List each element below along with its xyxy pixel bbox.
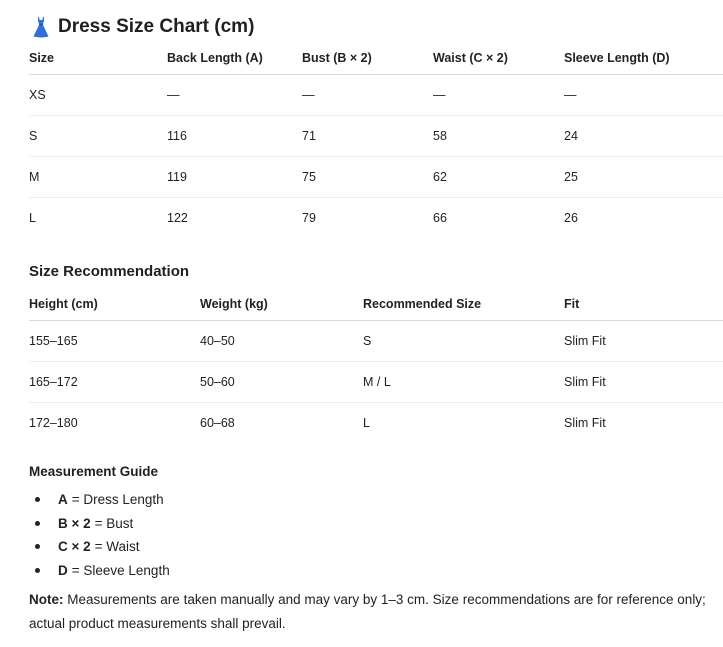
table-cell: 75 bbox=[302, 170, 316, 184]
table-cell: 165–172 bbox=[29, 375, 78, 389]
column-header: Fit bbox=[564, 296, 580, 311]
recommendation-header-row bbox=[29, 287, 723, 321]
table-cell: 50–60 bbox=[200, 375, 235, 389]
table-cell: 26 bbox=[564, 211, 578, 225]
list-item bbox=[29, 488, 170, 512]
note-paragraph bbox=[29, 588, 715, 635]
dress-icon bbox=[32, 16, 50, 38]
note-text: Measurements are taken manually and may vary by 1–3 cm. Size recommendations are for reference only; actual product measurements shall prevail. bbox=[29, 592, 706, 631]
bullet-icon bbox=[35, 568, 40, 573]
table-cell: Slim Fit bbox=[564, 334, 606, 348]
measurement-key: B × 2 bbox=[58, 515, 91, 531]
table-cell: 116 bbox=[167, 129, 187, 143]
note-label: Note: bbox=[29, 592, 64, 607]
measurement-key: C × 2 bbox=[58, 539, 91, 555]
table-cell: 66 bbox=[433, 211, 447, 225]
table-cell: 62 bbox=[433, 170, 447, 184]
measurement-description: = Bust bbox=[94, 515, 134, 531]
bullet-icon bbox=[35, 521, 40, 526]
table-cell: 79 bbox=[302, 211, 316, 225]
table-cell: L bbox=[29, 211, 36, 225]
table-cell: L bbox=[363, 416, 370, 430]
column-header: Waist (C × 2) bbox=[433, 50, 508, 65]
table-row bbox=[29, 75, 723, 116]
bullet-icon bbox=[35, 544, 40, 549]
measurement-description: = Dress Length bbox=[71, 492, 164, 508]
measurement-key: A bbox=[58, 492, 68, 508]
measurement-description: = Waist bbox=[94, 539, 140, 555]
table-row bbox=[29, 362, 723, 403]
table-cell: 60–68 bbox=[200, 416, 235, 430]
table-cell: 172–180 bbox=[29, 416, 78, 430]
column-header: Back Length (A) bbox=[167, 50, 263, 65]
table-row bbox=[29, 321, 723, 362]
table-cell: XS bbox=[29, 88, 46, 102]
table-cell: 24 bbox=[564, 129, 578, 143]
column-header: Bust (B × 2) bbox=[302, 50, 372, 65]
measurement-description: = Sleeve Length bbox=[71, 562, 170, 578]
table-row bbox=[29, 198, 723, 239]
table-cell: S bbox=[363, 334, 372, 348]
table-row bbox=[29, 116, 723, 157]
table-cell: M / L bbox=[363, 375, 391, 389]
measurement-key: D bbox=[58, 562, 68, 578]
table-cell: — bbox=[564, 88, 577, 102]
table-cell: 40–50 bbox=[200, 334, 235, 348]
size-recommendation-heading: Size Recommendation bbox=[29, 263, 190, 280]
bullet-icon bbox=[35, 497, 40, 502]
table-row bbox=[29, 403, 723, 444]
table-cell: S bbox=[29, 129, 38, 143]
column-header: Sleeve Length (D) bbox=[564, 50, 670, 65]
column-header: Size bbox=[29, 50, 55, 65]
list-item bbox=[29, 535, 170, 559]
column-header: Recommended Size bbox=[363, 296, 482, 311]
table-cell: 155–165 bbox=[29, 334, 78, 348]
table-row bbox=[29, 157, 723, 198]
column-header: Height (cm) bbox=[29, 296, 98, 311]
table-cell: Slim Fit bbox=[564, 375, 606, 389]
list-item bbox=[29, 559, 170, 583]
table-cell: 122 bbox=[167, 211, 188, 225]
page-title bbox=[32, 13, 254, 41]
measurement-guide-list bbox=[29, 488, 170, 582]
table-cell: — bbox=[433, 88, 446, 102]
column-header: Weight (kg) bbox=[200, 296, 268, 311]
table-cell: 119 bbox=[167, 170, 187, 184]
list-item bbox=[29, 512, 170, 536]
table-cell: — bbox=[167, 88, 180, 102]
table-cell: 71 bbox=[302, 129, 316, 143]
table-cell: M bbox=[29, 170, 40, 184]
table-cell: — bbox=[302, 88, 315, 102]
page-title-text: Dress Size Chart (cm) bbox=[58, 16, 255, 37]
table-cell: 25 bbox=[564, 170, 578, 184]
size-chart-table bbox=[29, 41, 723, 238]
size-chart-header-row bbox=[29, 41, 723, 75]
table-cell: 58 bbox=[433, 129, 447, 143]
measurement-guide-heading: Measurement Guide bbox=[29, 464, 159, 479]
table-cell: Slim Fit bbox=[564, 416, 606, 430]
size-recommendation-table bbox=[29, 287, 723, 443]
